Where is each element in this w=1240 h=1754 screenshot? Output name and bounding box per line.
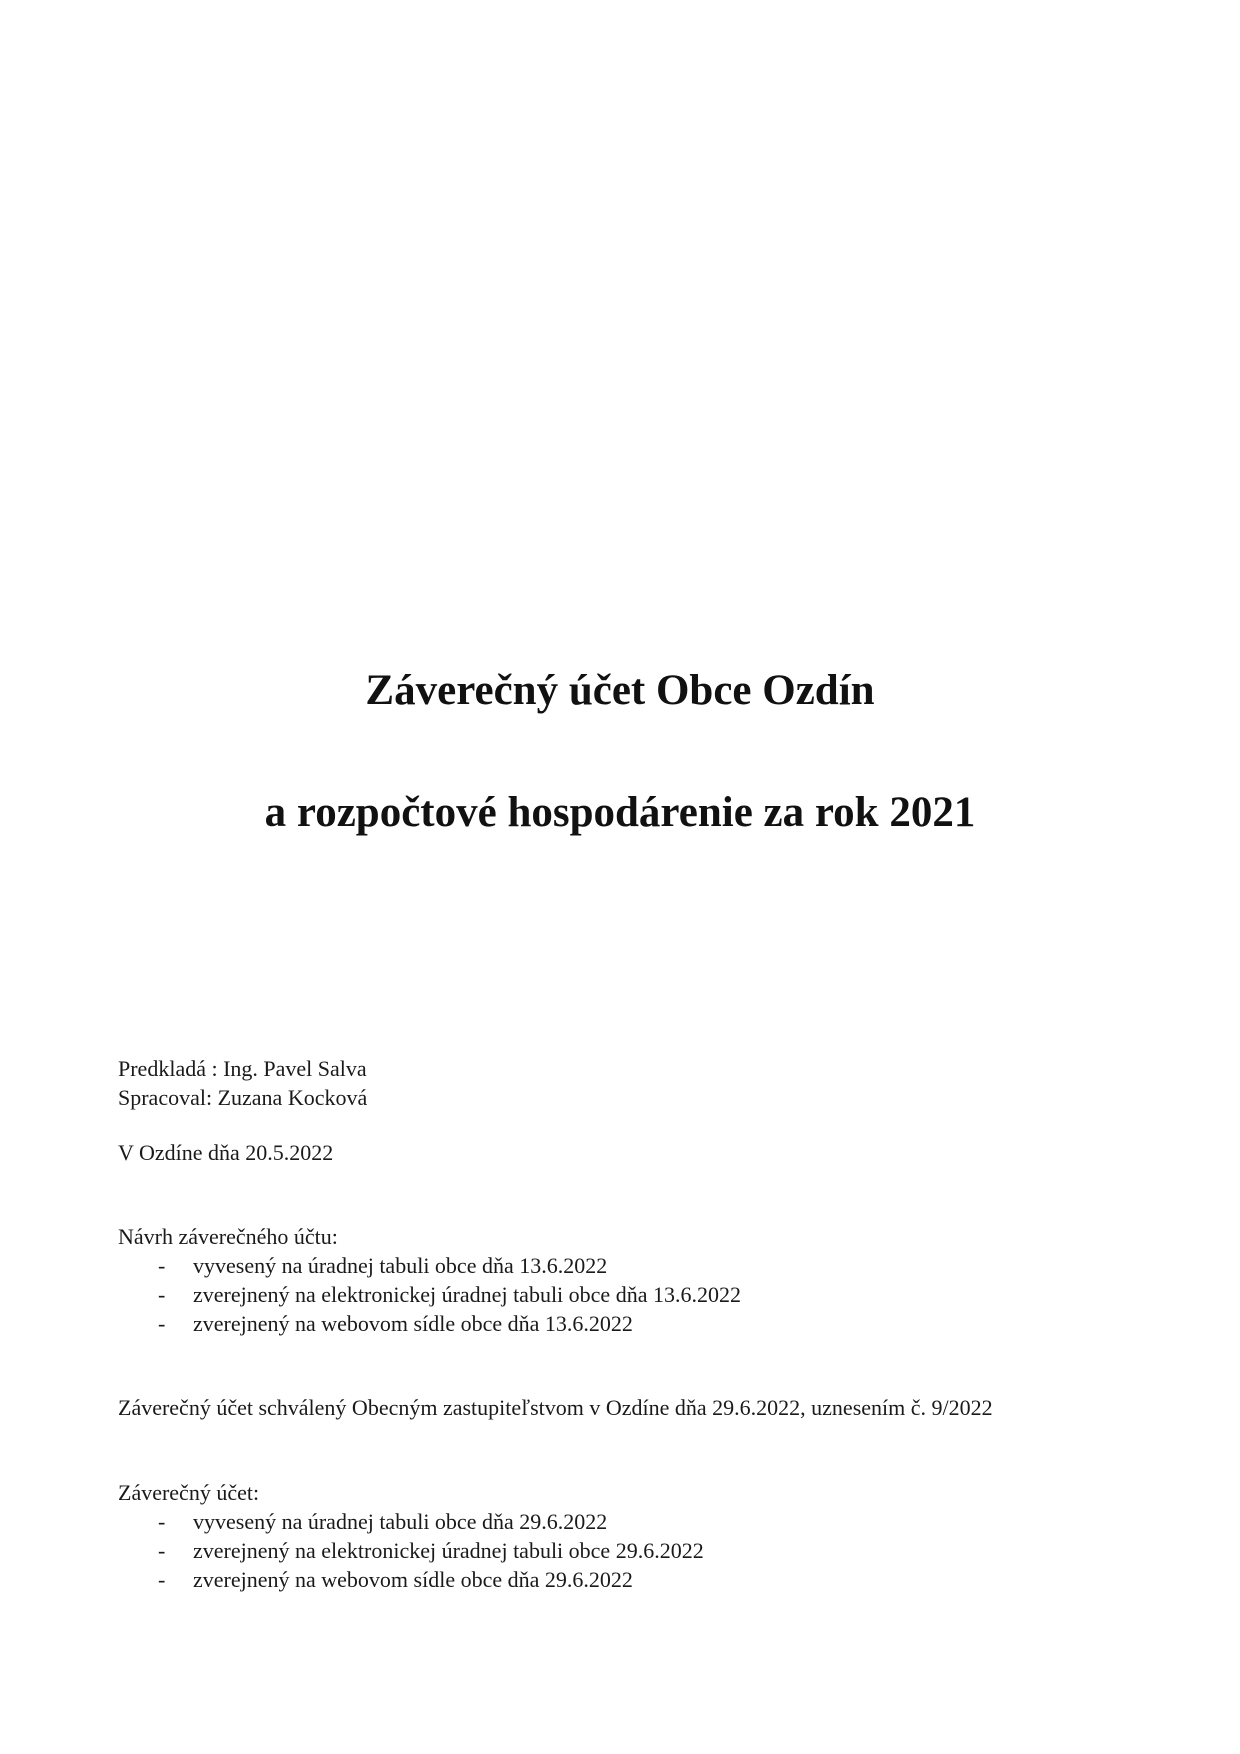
prepared-by: Predkladá : Ing. Pavel Salva	[118, 1056, 367, 1081]
final-list	[118, 1507, 704, 1594]
list-item-text: zverejnený na elektronickej úradnej tabuli obce dňa 13.6.2022	[193, 1282, 741, 1307]
list-item-text: zverejnený na webovom sídle obce dňa 13.6.2022	[193, 1311, 633, 1336]
bullet-dash: -	[158, 1311, 166, 1336]
list-item	[118, 1251, 741, 1280]
bullet-dash: -	[158, 1282, 166, 1307]
list-item-text: zverejnený na elektronickej úradnej tabuli obce 29.6.2022	[193, 1538, 704, 1563]
bullet-dash: -	[158, 1567, 166, 1592]
approval-statement: Záverečný účet schválený Obecným zastupiteľstvom v Ozdíne dňa 29.6.2022, uznesením č. 9/2022	[118, 1395, 993, 1420]
proposal-section	[118, 1222, 741, 1338]
final-section	[118, 1478, 704, 1594]
list-item-text: vyvesený na úradnej tabuli obce dňa 13.6.2022	[193, 1253, 608, 1278]
list-item	[118, 1280, 741, 1309]
bullet-dash: -	[158, 1509, 166, 1534]
list-item-text: zverejnený na webovom sídle obce dňa 29.6.2022	[193, 1567, 633, 1592]
place-date: V Ozdíne dňa 20.5.2022	[118, 1140, 334, 1165]
proposal-list	[118, 1251, 741, 1338]
final-heading: Záverečný účet:	[118, 1480, 260, 1505]
list-item	[118, 1536, 704, 1565]
authors-block	[118, 1054, 367, 1112]
proposal-heading: Návrh záverečného účtu:	[118, 1224, 338, 1249]
bullet-dash: -	[158, 1253, 166, 1278]
processed-by: Spracoval: Zuzana Kocková	[118, 1085, 368, 1110]
bullet-dash: -	[158, 1538, 166, 1563]
document-subtitle: a rozpočtové hospodárenie za rok 2021	[264, 789, 976, 836]
list-item	[118, 1565, 704, 1594]
list-item	[118, 1309, 741, 1338]
list-item-text: vyvesený na úradnej tabuli obce dňa 29.6.2022	[193, 1509, 608, 1534]
list-item	[118, 1507, 704, 1536]
document-title: Záverečný účet Obce Ozdín	[365, 667, 875, 714]
